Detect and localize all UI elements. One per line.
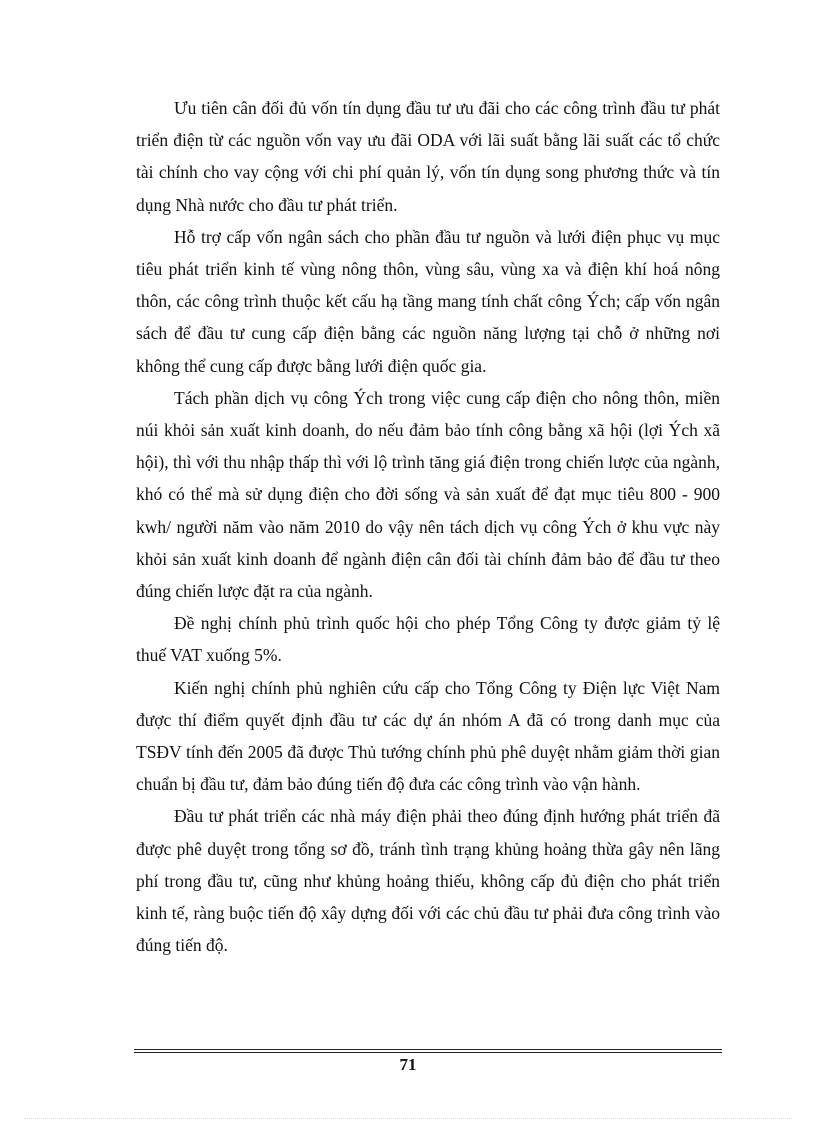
paragraph-public-service: Tách phần dịch vụ công Ých trong việc cung cấp điện cho nông thôn, miền núi khỏi sản xuất kinh doanh, do nếu đảm bảo tính công bằng xã hội (lợi Ých xã hội), thì với thu nhập thấp thì với lộ trình tăng giá điện trong chiến lược của ngành, khó có thể mà sử dụng điện cho đời sống và sản xuất để đạt mục tiêu 800 - 900 kwh/ người năm vào năm 2010 do vậy nên tách dịch vụ công Ých ở khu vực này khỏi sản xuất kinh doanh để ngành điện cân đối tài chính đảm bảo để đầu tư theo đúng chiến lược đặt ra của ngành. <box>136 387 720 602</box>
paragraph-vat-reduction: Đề nghị chính phủ trình quốc hội cho phép Tổng Công ty được giảm tỷ lệ thuế VAT xuống 5%. <box>136 613 720 666</box>
page-number: 71 <box>399 1055 417 1074</box>
document-body <box>136 92 720 961</box>
footer-divider-bottom <box>134 1052 722 1053</box>
paragraph-plant-development: Đầu tư phát triển các nhà máy điện phải theo đúng định hướng phát triển đã được phê duyệt trong tổng sơ đồ, tránh tình trạng khủng hoảng thừa gây nên lãng phí trong đầu tư, cũng như khủng hoảng thiếu, không cấp đủ điện cho phát triển kinh tế, ràng buộc tiến độ xây dựng đối với các chủ đầu tư phải đưa công trình vào đúng tiến độ. <box>136 806 720 956</box>
paragraph-pilot-investment: Kiến nghị chính phủ nghiên cứu cấp cho Tổng Công ty Điện lực Việt Nam được thí điểm quyết định đầu tư các dự án nhóm A đã có trong danh mục của TSĐV tính đến 2005 đã được Thủ tướng chính phủ phê duyệt nhằm giảm thời gian chuẩn bị đầu tư, đảm bảo đúng tiến độ đưa các công trình vào vận hành. <box>136 677 720 795</box>
paragraph-budget-support: Hỗ trợ cấp vốn ngân sách cho phần đầu tư nguồn và lưới điện phục vụ mục tiêu phát triển kinh tế vùng nông thôn, vùng sâu, vùng xa và điện khí hoá nông thôn, các công trình thuộc kết cấu hạ tầng mang tính chất công Ých; cấp vốn ngân sách để đầu tư cung cấp điện bằng các nguồn năng lượng tại chỗ ở những nơi không thể cung cấp được bằng lưới điện quốc gia. <box>136 226 720 376</box>
paragraph-oda-credit: Ưu tiên cân đối đủ vốn tín dụng đầu tư ưu đãi cho các công trình đầu tư phát triển điện từ các nguồn vốn vay ưu đãi ODA với lãi suất bằng lãi suất các tổ chức tài chính cho vay cộng với chi phí quản lý, vốn tín dụng song phương thức và tín dụng Nhà nước cho đầu tư phát triển. <box>136 98 720 215</box>
page-bottom-edge <box>24 1118 792 1119</box>
footer-divider-top <box>134 1049 722 1050</box>
